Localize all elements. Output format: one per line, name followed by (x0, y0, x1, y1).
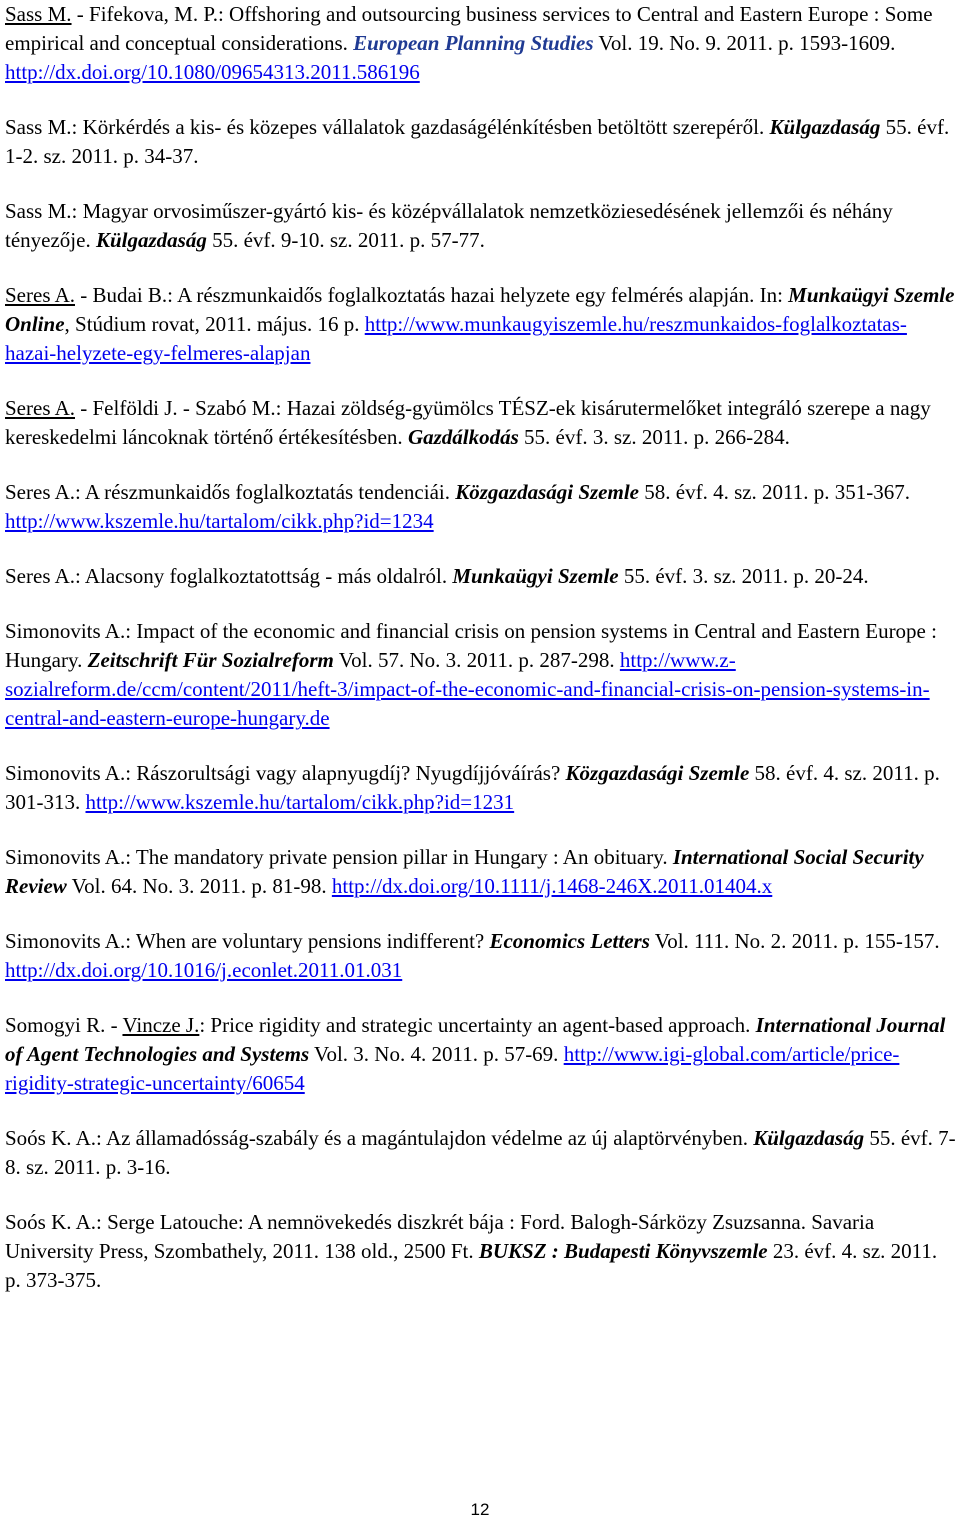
reference-text: 55. évf. 1-2. sz. 2011. p. 34-37. (5, 115, 950, 168)
author-name: Seres A. (5, 283, 75, 307)
reference-text: 55. évf. 9-10. sz. 2011. p. 57-77. (206, 228, 485, 252)
reference-text: Vol. 57. No. 3. 2011. p. 287-298. (333, 648, 620, 672)
reference-entry (5, 478, 957, 536)
reference-link[interactable]: http://www.igi-global.com/article/price-rigidity-strategic-uncertainty/60654 (5, 1042, 900, 1095)
journal-title: Munkaügyi Szemle Online (5, 283, 955, 336)
reference-text: Soós K. A.: Az államadósság-szabály és a magántulajdon védelme az új alaptörvényben. (5, 1126, 754, 1150)
reference-entry (5, 197, 957, 255)
reference-entry (5, 759, 957, 817)
reference-text: Somogyi R. - (5, 1013, 123, 1037)
journal-title: BUKSZ : Budapesti Könyvszemle (478, 1239, 768, 1263)
journal-title: International Social Security Review (5, 845, 924, 898)
reference-entry (5, 1208, 957, 1295)
journal-title: Külgazdaság (769, 115, 881, 139)
reference-text: - Felföldi J. - Szabó M.: Hazai zöldség-gyümölcs TÉSZ-ek kisárutermelőket integráló szerepe a nagy kereskedelmi láncoknak történő értékesítésben. (5, 396, 931, 449)
reference-text: Seres A.: Alacsony foglalkoztatottság - más oldalról. (5, 564, 453, 588)
journal-title: Közgazdasági Szemle (565, 761, 750, 785)
author-name: Vincze J. (122, 1013, 200, 1037)
reference-text: Sass M.: Magyar orvosiműszer-gyártó kis- és középvállalatok nemzetköziesedésének jellemzői és néhány tényezője. (5, 199, 893, 252)
reference-entry (5, 0, 957, 87)
reference-entry (5, 281, 957, 368)
reference-text: Simonovits A.: When are voluntary pensions indifferent? (5, 929, 490, 953)
reference-entry (5, 843, 957, 901)
reference-link[interactable]: http://www.z-sozialreform.de/ccm/content/2011/heft-3/impact-of-the-economic-and-financial-crisis-on-pension-systems-in-central-and-eastern-europe-hungary.de (5, 648, 930, 730)
journal-title: Külgazdaság (753, 1126, 865, 1150)
reference-text: Vol. 3. No. 4. 2011. p. 57-69. (309, 1042, 564, 1066)
journal-title: International Journal of Agent Technologies and Systems (5, 1013, 946, 1066)
journal-title: Gazdálkodás (407, 425, 519, 449)
reference-entry (5, 394, 957, 452)
reference-text: - Budai B.: A részmunkaidős foglalkoztatás hazai helyzete egy felmérés alapján. In: (75, 283, 789, 307)
page-number: 12 (470, 1500, 490, 1519)
reference-entry (5, 927, 957, 985)
reference-text: Vol. 111. No. 2. 2011. p. 155-157. (649, 929, 940, 953)
reference-text: , Stúdium rovat, 2011. május. 16 p. (64, 312, 365, 336)
journal-title: Economics Letters (489, 929, 650, 953)
reference-text: 23. évf. 4. sz. 2011. p. 373-375. (5, 1239, 938, 1292)
reference-text: - Fifekova, M. P.: Offshoring and outsourcing business services to Central and Eastern Europe : Some empirical and conceptual considerations. (5, 2, 933, 55)
reference-link[interactable]: http://www.kszemle.hu/tartalom/cikk.php?id=1234 (5, 509, 434, 533)
journal-title: European Planning Studies (353, 31, 594, 55)
reference-text: 55. évf. 3. sz. 2011. p. 266-284. (518, 425, 790, 449)
reference-link[interactable]: http://www.kszemle.hu/tartalom/cikk.php?id=1231 (85, 790, 515, 814)
reference-entry (5, 113, 957, 171)
reference-entry (5, 562, 957, 591)
reference-text: 55. évf. 7-8. sz. 2011. p. 3-16. (5, 1126, 956, 1179)
journal-title: Külgazdaság (95, 228, 207, 252)
reference-text: Simonovits A.: Rászorultsági vagy alapnyugdíj? Nyugdíjjóváírás? (5, 761, 566, 785)
reference-entry (5, 1124, 957, 1182)
reference-text: Soós K. A.: Serge Latouche: A nemnövekedés diszkrét bája : Ford. Balogh-Sárközy Zsuzsanna. Savaria University Press, Szombathely, 2011. 138 old., 2500 Ft. (5, 1210, 875, 1263)
reference-link[interactable]: http://www.munkaugyiszemle.hu/reszmunkaidos-foglalkoztatas-hazai-helyzete-egy-felmeres-alapjan (5, 312, 907, 365)
reference-text: 55. évf. 3. sz. 2011. p. 20-24. (618, 564, 869, 588)
reference-text: Seres A.: A részmunkaidős foglalkoztatás tendenciái. (5, 480, 456, 504)
reference-text: 58. évf. 4. sz. 2011. p. 301-313. (5, 761, 940, 814)
journal-title: Zeitschrift Für Sozialreform (87, 648, 334, 672)
reference-link[interactable]: http://dx.doi.org/10.1016/j.econlet.2011.01.031 (5, 958, 403, 982)
reference-text: Simonovits A.: The mandatory private pension pillar in Hungary : An obituary. (5, 845, 673, 869)
reference-link[interactable]: http://dx.doi.org/10.1111/j.1468-246X.2011.01404.x (331, 874, 773, 898)
journal-title: Munkaügyi Szemle (452, 564, 619, 588)
journal-title: Közgazdasági Szemle (455, 480, 639, 504)
reference-text: Simonovits A.: Impact of the economic and financial crisis on pension systems in Central and Eastern Europe : Hungary. (5, 619, 937, 672)
reference-text: Vol. 64. No. 3. 2011. p. 81-98. (66, 874, 332, 898)
reference-entry (5, 617, 957, 733)
reference-list (5, 0, 957, 1321)
author-name: Seres A. (5, 396, 75, 420)
reference-entry (5, 1011, 957, 1098)
reference-text: Vol. 19. No. 9. 2011. p. 1593-1609. (593, 31, 896, 55)
author-name: Sass M. (5, 2, 72, 26)
reference-text: Sass M.: Körkérdés a kis- és közepes vállalatok gazdaságélénkítésben betöltött szerepéről. (5, 115, 770, 139)
reference-text: 58. évf. 4. sz. 2011. p. 351-367. (639, 480, 911, 504)
reference-link[interactable]: http://dx.doi.org/10.1080/09654313.2011.586196 (5, 60, 420, 84)
reference-text: : Price rigidity and strategic uncertainty an agent-based approach. (199, 1013, 756, 1037)
